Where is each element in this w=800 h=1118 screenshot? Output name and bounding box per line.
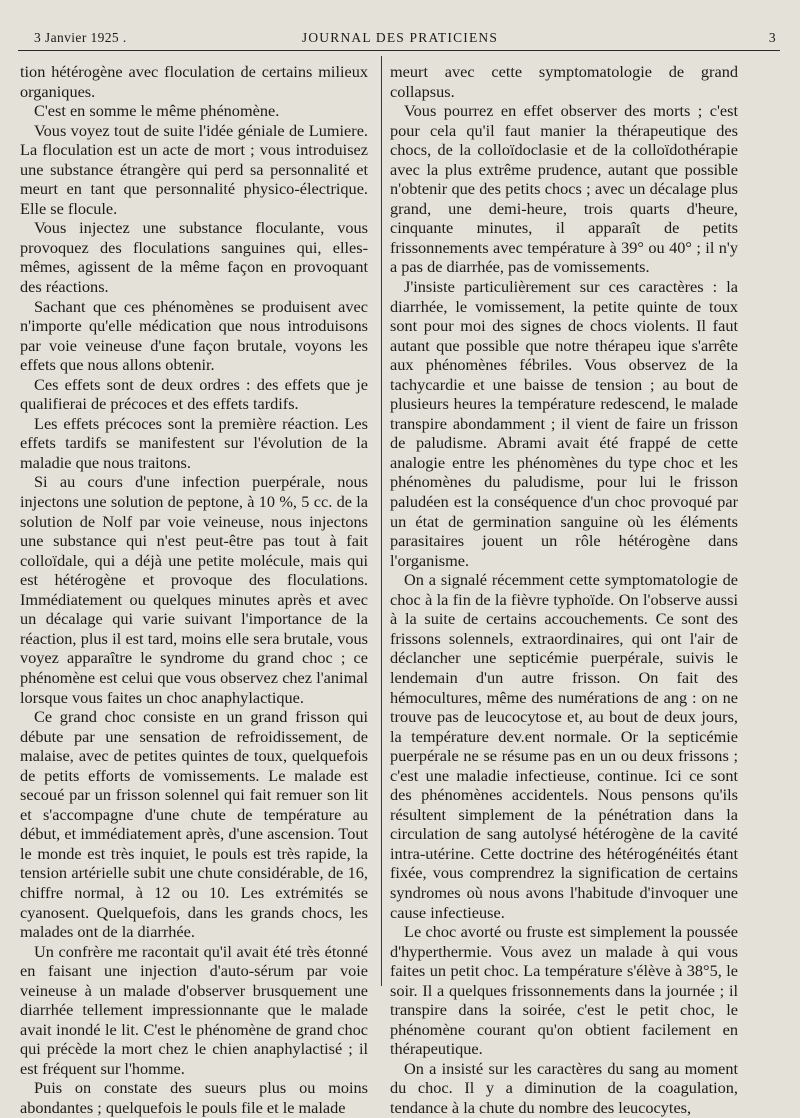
paragraph: Les effets précoces sont la première réaction. Les effets tardifs se manifestent sur l'évolution de la maladie que nous traitons. (20, 413, 368, 472)
journal-title: JOURNAL DES PRATICIENS (301, 30, 499, 45)
page-number: 3 (768, 30, 776, 45)
paragraph: Un confrère me racontait qu'il avait été très étonné en faisant une injection d'auto-sérum par voie veineuse à un malade d'observer brusquement une diarrhée tellement impressionnante que le malade avait inondé le lit. C'est le phénomène de grand choc qui précède la mort chez le chien anaphylactisé ; il est fréquent sur l'homme. (20, 941, 368, 1078)
left-column (20, 62, 368, 1118)
paragraph: Vous injectez une substance floculante, vous provoquez des floculations sanguines qui, elles-mêmes, agissent de la même façon en provoquant des réactions. (20, 218, 368, 297)
issue-date: 3 Janvier 1925 . (34, 30, 127, 45)
paragraph: Puis on constate des sueurs plus ou moins abondantes ; quelquefois le pouls file et le malade (20, 1078, 368, 1117)
paragraph: Si au cours d'une infection puerpérale, nous injectons une solution de peptone, à 10 %, 5 cc. de la solution de Nolf par voie veineuse, nous injectons une substance qui n'est peut-être pas tout à fait colloïdale, qui a déjà une petite molécule, mais qui est hétérogène et provoque des floculations. Immédiatement ou quelques minutes après et avec un décalage qui varie suivant l'importance de la réaction, plus il est tard, moins elle sera brutale, vous voyez apparaître le syndrome du grand choc ; ce phénomène est celui que vous observez chez l'animal lorsque vous faites un choc anaphylactique. (20, 472, 368, 707)
paragraph: Vous pourrez en effet observer des morts ; c'est pour cela qu'il faut manier la thérapeutique des chocs, de la colloïdoclasie et de la colloïdothérapie avec la plus extrême prudence, autant que possible n'obtenir que des petits chocs ; avec un décalage plus grand, une demi-heure, trois quarts d'heure, cinquante minutes, il apparaît de petits frissonnements avec température à 39° ou 40° ; il n'y a pas de diarrhée, pas de vomissements. (390, 101, 738, 277)
column-divider (381, 56, 382, 986)
header-rule (18, 50, 780, 51)
paragraph: On a signalé récemment cette symptomatologie de choc à la fin de la fièvre typhoïde. On l'observe aussi à la suite de certains accouchements. Ce sont des frissons solennels, extraordinaires, qui ont l'air de déclancher une septicémie puerpérale, suivis le lendemain d'un autre frisson. On fait des hémocultures, même des numérations de ang : on ne trouve pas de leucocytose et, au bout de deux jours, la température dev.ent normale. Or la septicémie puerpérale ne se résume pas en un ou deux frissons ; c'est une maladie infectieuse, continue. Ici ce sont des phénomènes accidentels. Nous pensons qu'ils résultent simplement de la pénétration dans la circulation de sang autolysé hétérogène de la cavité intra-utérine. Cette doctrine des hétérogénéités étant fixée, vous comprendrez la signification de certains syndromes où nous avons l'habitude d'invoquer une cause infectieuse. (390, 570, 738, 922)
paragraph: Sachant que ces phénomènes se produisent avec n'importe qu'elle médication que nous introduisons par voie veineuse d'une façon brutale, voyons les effets que nous allons obtenir. (20, 296, 368, 375)
paragraph: Ce grand choc consiste en un grand frisson qui débute par une sensation de refroidissement, de malaise, avec de petites quintes de toux, quelquefois de petits efforts de vomissements. Le malade est secoué par un frisson solennel qui fait remuer son lit et s'accompagne d'une chute de température au début, et immédiatement après, d'une ascension. Tout le monde est très inquiet, le pouls est très rapide, la tension artérielle subit une chute considérable, de 16, chiffre normal, à 12 ou 10. Les extrémités se cyanosent. Quelquefois, dans les grands chocs, les malades ont de la diarrhée. (20, 707, 368, 942)
paragraph: Vous voyez tout de suite l'idée géniale de Lumiere. La floculation est un acte de mort ; vous introduisez une substance étrangère qui perd sa personnalité et meurt en tant que personnalité physico-électrique. Elle se flocule. (20, 120, 368, 218)
page-header (22, 28, 778, 50)
paragraph: Le choc avorté ou fruste est simplement la poussée d'hyperthermie. Vous avez un malade à qui vous faites un petit choc. La température s'élève à 38°5, le soir. Il a quelques frissonnements dans la journée ; il transpire dans la soirée, c'est le petit choc, le phénomène courant qu'on obtient facilement en thérapeutique. (390, 922, 738, 1059)
paragraph: tion hétérogène avec floculation de certains milieux organiques. (20, 62, 368, 101)
paragraph: meurt avec cette symptomatologie de grand collapsus. (390, 62, 738, 101)
paragraph: J'insiste particulièrement sur ces caractères : la diarrhée, le vomissement, la petite quinte de toux sont pour moi des signes de chocs violents. Il faut autant que possible que notre thérapeu ique s'arrête aux phénomènes fébriles. Vous observez de la tachycardie et une baisse de tension ; au bout de plusieurs heures la température redescend, le malade transpire abondamment ; il vient de faire un frisson de paludisme. Abrami avait été frappé de cette analogie entre les phénomènes du type choc et les phénomènes du paludisme, pour lui le frisson paludéen est la conséquence d'un choc provoqué par un état de germination sanguine où les éléments parasitaires jouent un rôle hétérogène dans l'organisme. (390, 277, 738, 570)
paragraph: C'est en somme le même phénomène. (34, 101, 280, 121)
paragraph: On a insisté sur les caractères du sang au moment du choc. Il y a diminution de la coagulation, tendance à la chute du nombre des leucocytes, (390, 1058, 738, 1117)
paragraph: Ces effets sont de deux ordres : des effets que je qualifierai de précoces et des effets tardifs. (20, 374, 368, 414)
right-column (390, 62, 738, 1118)
